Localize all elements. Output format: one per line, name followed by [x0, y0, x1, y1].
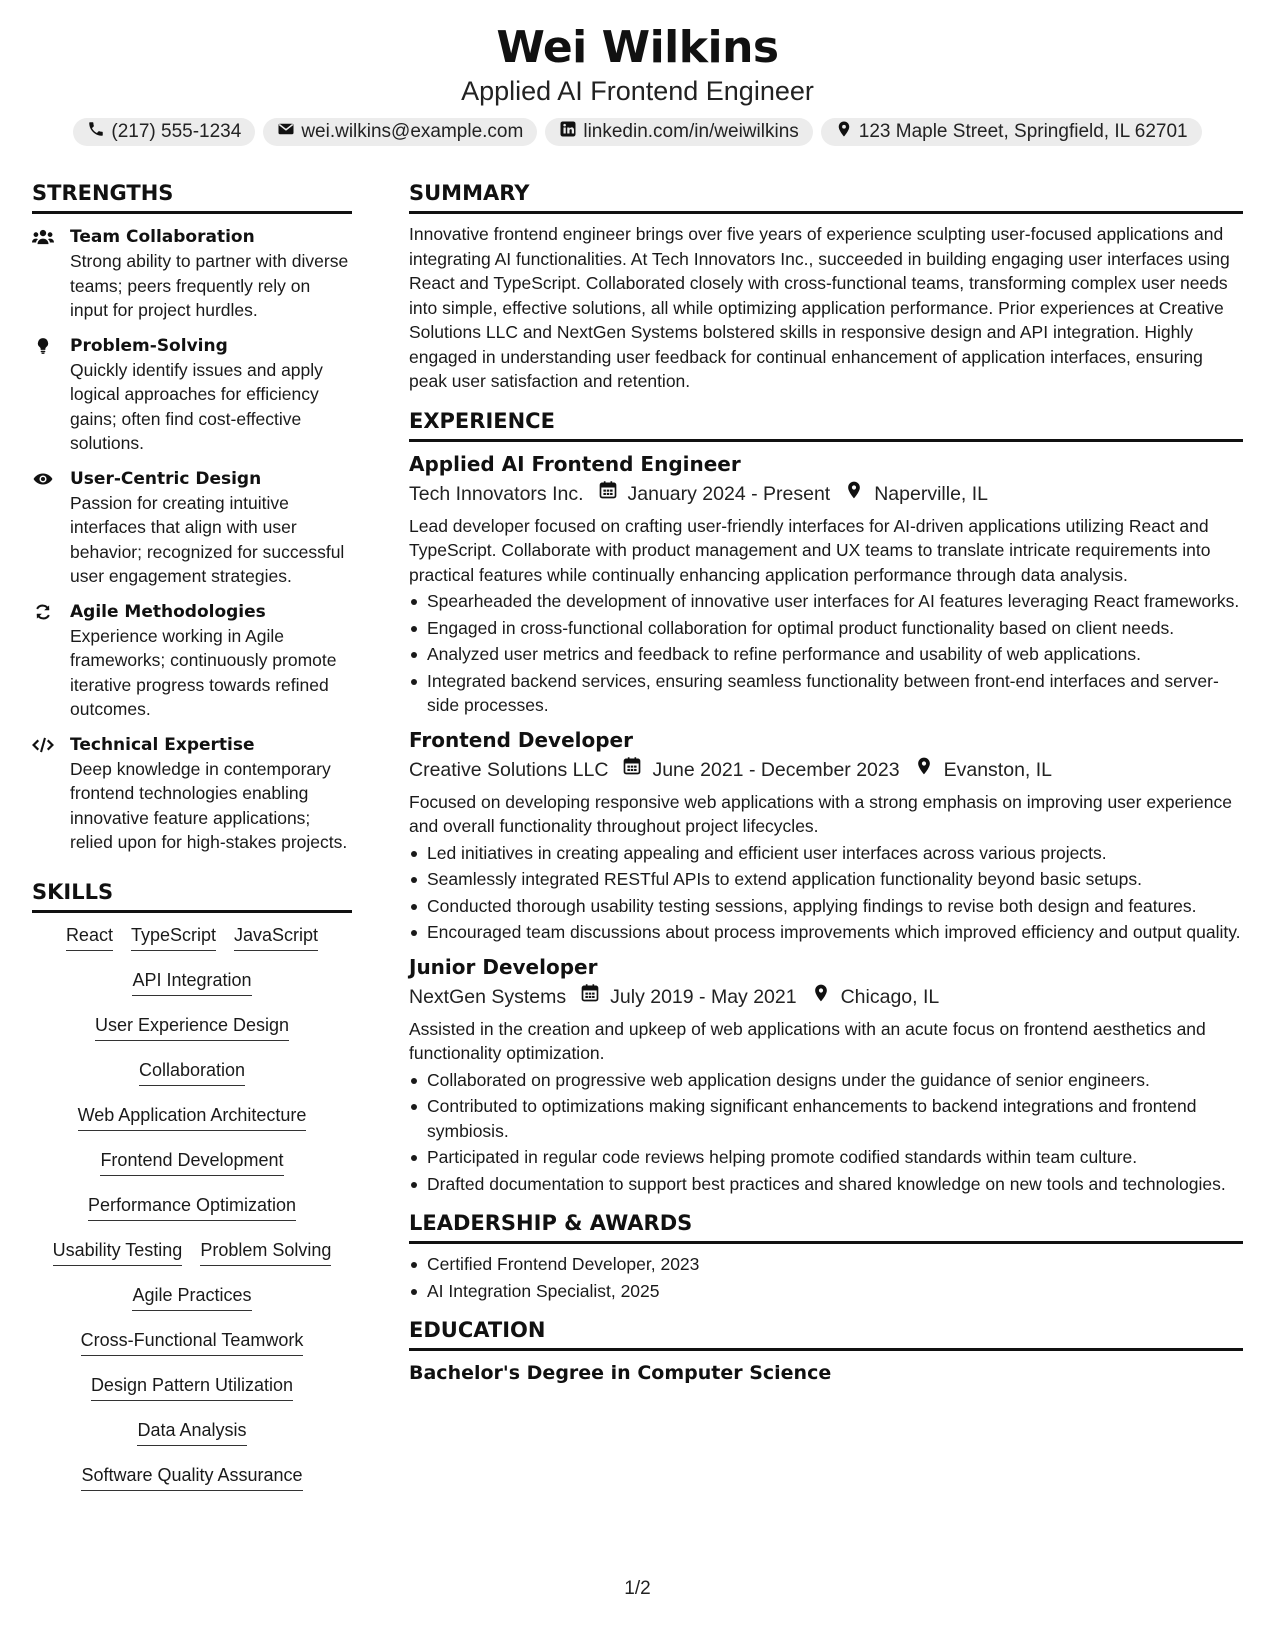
- leadership-heading: LEADERSHIP & AWARDS: [409, 1210, 1243, 1244]
- job-dates: June 2021 - December 2023: [652, 758, 900, 781]
- skill-tag: Usability Testing: [53, 1238, 183, 1266]
- list-item: Contributed to optimizations making significant enhancements to backend integrations and frontend symbiosis.: [409, 1094, 1243, 1143]
- contact-linkedin[interactable]: [545, 118, 812, 146]
- strength-title: User-Centric Design: [70, 468, 262, 489]
- skill-tag: Web Application Architecture: [78, 1103, 307, 1131]
- map-pin-icon: [900, 755, 944, 785]
- skill-tag: Data Analysis: [137, 1418, 246, 1446]
- strength-item: [32, 225, 352, 323]
- job-description: Assisted in the creation and upkeep of web applications with an acute focus on frontend aesthetics and functionality optimization.: [409, 1018, 1206, 1063]
- list-item: Seamlessly integrated RESTful APIs to extend application functionality beyond basic setups.: [409, 867, 1243, 892]
- strength-item: [32, 467, 352, 589]
- skill-tag: API Integration: [132, 968, 251, 996]
- users-icon: [32, 225, 56, 323]
- contact-address-text: 123 Maple Street, Springfield, IL 62701: [858, 121, 1188, 142]
- list-item: Analyzed user metrics and feedback to refine performance and usability of web applications.: [409, 642, 1243, 667]
- skill-tag: Problem Solving: [200, 1238, 331, 1266]
- linkedin-icon: [559, 120, 577, 144]
- skills-list: [32, 923, 352, 1508]
- job-location: Chicago, IL: [840, 985, 940, 1008]
- strength-title: Technical Expertise: [70, 734, 255, 755]
- calendar-icon: [584, 479, 628, 509]
- strength-title: Agile Methodologies: [70, 601, 266, 622]
- strength-item: [32, 733, 352, 855]
- job-title: Frontend Developer: [409, 727, 633, 752]
- skills-heading: SKILLS: [32, 879, 352, 913]
- list-item: Engaged in cross-functional collaboration for optimal product functionality based on client needs.: [409, 616, 1243, 641]
- code-icon: [32, 733, 56, 855]
- right-column: [409, 180, 1243, 1401]
- lightbulb-icon: [32, 334, 56, 456]
- strength-desc: Experience working in Agile frameworks; continuously promote iterative progress towards refined outcomes.: [70, 625, 337, 719]
- contact-email[interactable]: [263, 118, 537, 146]
- skill-tag: Performance Optimization: [88, 1193, 296, 1221]
- skill-tag: Design Pattern Utilization: [91, 1373, 293, 1401]
- job-entry: [409, 726, 1243, 945]
- skill-tag: Cross-Functional Teamwork: [81, 1328, 304, 1356]
- job-description: Focused on developing responsive web applications with a strong emphasis on improving user experience and overall functionality throughout project lifecycles.: [409, 791, 1232, 836]
- eye-icon: [32, 467, 56, 589]
- awards-list: [409, 1252, 1243, 1303]
- strength-desc: Strong ability to partner with diverse teams; peers frequently rely on input for project hurdles.: [70, 251, 349, 320]
- summary-text: Innovative frontend engineer brings over five years of experience sculpting user-focused applications and integrating AI functionalities. At Tech Innovators Inc., succeeded in building engaging user interfaces using React and TypeScript. Collaborated closely with cross-functional teams, transforming complex user needs into simple, effective solutions, all while optimizing application performance. Prior experiences at Creative Solutions LLC and NextGen Systems bolstered skills in responsive design and API integration. Highly engaged in understanding user feedback for continual enhancement of application interfaces, ensuring peak user satisfaction and retention.: [409, 224, 1230, 391]
- skill-tag: TypeScript: [131, 923, 216, 951]
- list-item: Collaborated on progressive web application designs under the guidance of senior engineers.: [409, 1068, 1243, 1093]
- list-item: Certified Frontend Developer, 2023: [409, 1252, 1243, 1277]
- summary-heading: SUMMARY: [409, 180, 1243, 214]
- leadership-section: [409, 1210, 1243, 1303]
- strength-item: [32, 334, 352, 456]
- skill-tag: User Experience Design: [95, 1013, 289, 1041]
- job-description: Lead developer focused on crafting user-friendly interfaces for AI-driven applications utilizing React and TypeScript. Collaborate with product management and UX teams to translate intricate requirements into practical features while continually enhancing application performance through data analysis.: [409, 515, 1211, 585]
- candidate-title: Applied AI Frontend Engineer: [461, 76, 814, 106]
- job-meta: [409, 982, 1243, 1012]
- calendar-icon: [608, 755, 652, 785]
- calendar-icon: [566, 982, 610, 1012]
- job-meta: [409, 479, 1243, 509]
- list-item: Spearheaded the development of innovative user interfaces for AI features leveraging React frameworks.: [409, 589, 1243, 614]
- education-degree: Bachelor's Degree in Computer Science: [409, 1362, 832, 1384]
- skill-tag: React: [66, 923, 113, 951]
- list-item: Led initiatives in creating appealing and efficient user interfaces across various projects.: [409, 841, 1243, 866]
- job-meta: [409, 755, 1243, 785]
- skill-tag: Agile Practices: [132, 1283, 251, 1311]
- contact-email-text: wei.wilkins@example.com: [301, 121, 524, 142]
- strength-desc: Deep knowledge in contemporary frontend technologies enabling innovative feature applications; relied upon for high-stakes projects.: [70, 758, 348, 852]
- job-title: Junior Developer: [409, 954, 598, 979]
- strength-desc: Passion for creating intuitive interfaces that align with user behavior; recognized for successful user engagement strategies.: [70, 492, 345, 586]
- job-entry: [409, 450, 1243, 718]
- contact-bar: [0, 118, 1275, 146]
- map-pin-icon: [835, 120, 853, 144]
- skill-tag: Software Quality Assurance: [81, 1463, 302, 1491]
- job-bullets: [409, 841, 1243, 945]
- skill-tag: Frontend Development: [100, 1148, 283, 1176]
- job-title: Applied AI Frontend Engineer: [409, 451, 741, 476]
- strength-title: Problem-Solving: [70, 335, 228, 356]
- contact-phone[interactable]: [73, 118, 255, 146]
- contact-phone-text: (217) 555-1234: [111, 121, 242, 142]
- phone-icon: [87, 120, 105, 144]
- job-company: Tech Innovators Inc.: [409, 482, 584, 505]
- contact-address: [821, 118, 1202, 146]
- skill-tag: Collaboration: [139, 1058, 245, 1086]
- list-item: AI Integration Specialist, 2025: [409, 1279, 1243, 1304]
- envelope-icon: [277, 120, 295, 144]
- list-item: Drafted documentation to support best practices and shared knowledge on new tools and technologies.: [409, 1172, 1243, 1197]
- left-column: [32, 180, 352, 1508]
- list-item: Conducted thorough usability testing sessions, applying findings to revise both design and features.: [409, 894, 1243, 919]
- experience-section: [409, 408, 1243, 1197]
- list-item: Participated in regular code reviews helping promote codified standards within team culture.: [409, 1145, 1243, 1170]
- job-dates: January 2024 - Present: [627, 482, 831, 505]
- candidate-name: Wei Wilkins: [496, 22, 779, 73]
- strength-title: Team Collaboration: [70, 227, 255, 247]
- list-item: Integrated backend services, ensuring seamless functionality between front-end interfaces and server-side processes.: [409, 669, 1243, 718]
- job-entry: [409, 953, 1243, 1197]
- skill-tag: JavaScript: [234, 923, 318, 951]
- strength-item: [32, 600, 352, 722]
- education-heading: EDUCATION: [409, 1317, 1243, 1351]
- resume-header: [0, 22, 1275, 146]
- strengths-heading: STRENGTHS: [32, 180, 352, 214]
- job-bullets: [409, 1068, 1243, 1197]
- skills-section: [32, 879, 352, 1508]
- sync-icon: [32, 600, 56, 722]
- page-number: 1/2: [624, 1578, 651, 1599]
- contact-linkedin-text: linkedin.com/in/weiwilkins: [583, 121, 799, 142]
- list-item: Encouraged team discussions about process improvements which improved efficiency and output quality.: [409, 920, 1243, 945]
- job-company: NextGen Systems: [409, 985, 567, 1008]
- job-dates: July 2019 - May 2021: [610, 985, 797, 1008]
- experience-heading: EXPERIENCE: [409, 408, 1243, 442]
- map-pin-icon: [830, 479, 874, 509]
- job-location: Evanston, IL: [943, 758, 1053, 781]
- job-location: Naperville, IL: [874, 482, 989, 505]
- summary-section: [409, 180, 1243, 394]
- job-company: Creative Solutions LLC: [409, 758, 609, 781]
- education-section: [409, 1317, 1243, 1387]
- map-pin-icon: [797, 982, 841, 1012]
- strength-desc: Quickly identify issues and apply logical approaches for efficiency gains; often find cost-effective solutions.: [70, 359, 323, 453]
- job-bullets: [409, 589, 1243, 718]
